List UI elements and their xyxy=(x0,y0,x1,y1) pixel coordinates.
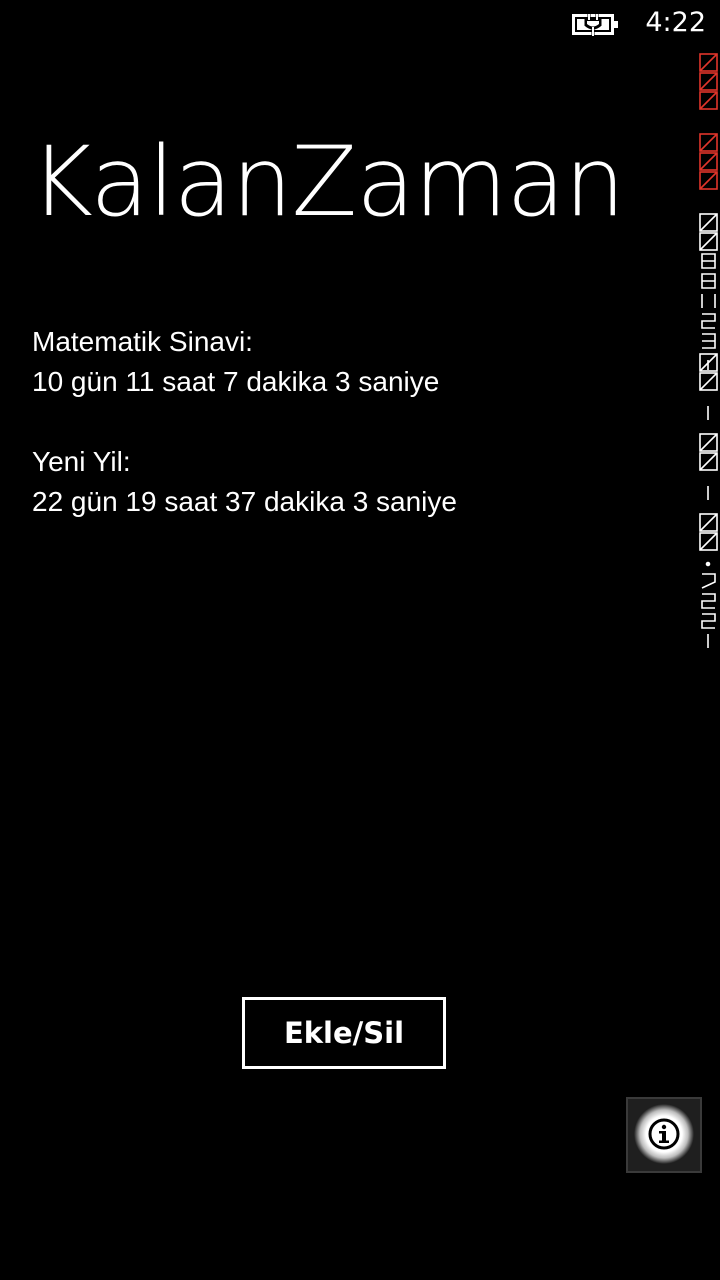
countdown-event-name: Matematik Sinavi: xyxy=(32,326,253,357)
add-remove-button[interactable]: Ekle/Sil xyxy=(242,997,446,1069)
countdown-remaining-time: 22 gün 19 saat 37 dakika 3 saniye xyxy=(32,486,457,517)
countdown-remaining-time: 10 gün 11 saat 7 dakika 3 saniye xyxy=(32,366,440,397)
battery-charging-icon xyxy=(572,11,620,37)
countdown-list xyxy=(32,322,672,562)
info-button[interactable] xyxy=(626,1097,702,1173)
status-bar xyxy=(0,0,720,48)
status-clock: 4:22 xyxy=(645,7,706,38)
app-title: KalanZaman xyxy=(30,126,625,238)
frame-rate-counters xyxy=(698,52,720,652)
countdown-event-name: Yeni Yil: xyxy=(32,446,131,477)
countdown-item xyxy=(32,442,672,522)
countdown-item xyxy=(32,322,672,402)
